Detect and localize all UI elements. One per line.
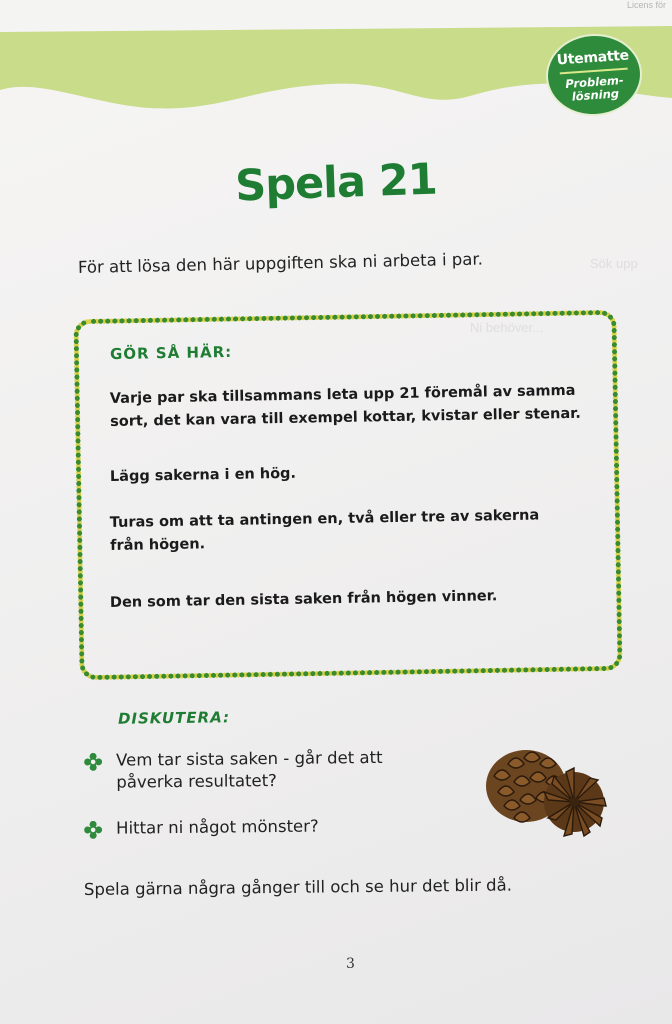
- badge-title: Utematte: [556, 47, 630, 69]
- green-flower-bullet-icon: [84, 821, 102, 839]
- instruction-paragraph: Varje par ska tillsammans leta upp 21 föremål av samma sort, det kan vara till exempel kottar, kvistar eller stenar.: [109, 382, 581, 430]
- dotted-border: [73, 309, 623, 680]
- page-title: Spela 21: [234, 154, 438, 212]
- instruction-box: [73, 309, 623, 680]
- discussion-item-text: Vem tar sista saken - går det att påverka resultatet?: [116, 747, 383, 792]
- green-flower-bullet-icon: [84, 753, 102, 771]
- closing-text: Spela gärna några gånger till och se hur det blir då.: [83, 875, 512, 899]
- discussion-item-text: Hittar ni något mönster?: [116, 816, 319, 838]
- instructions-heading: GÖR SÅ HÄR:: [109, 342, 233, 364]
- license-text: Licens för: [626, 0, 666, 10]
- instruction-paragraph: Turas om att ta antingen en, två eller tre av sakerna från högen.: [109, 507, 540, 554]
- badge-subtitle: Problem- lösning: [564, 72, 625, 104]
- discussion-item: [84, 746, 424, 792]
- instruction-paragraph: Lägg sakerna i en hög.: [109, 465, 297, 485]
- intro-text: För att lösa den här uppgiften ska ni arbeta i par.: [77, 249, 484, 277]
- pinecones-icon: [474, 736, 614, 848]
- discussion-item: [84, 814, 424, 838]
- instruction-paragraph: Den som tar den sista saken från högen vinner.: [109, 588, 498, 611]
- bleed-through-text: Ni behöver...: [470, 320, 543, 335]
- discussion-heading: DISKUTERA:: [117, 708, 231, 728]
- page-number: 3: [346, 956, 355, 972]
- bleed-through-text: Sök upp: [590, 256, 638, 271]
